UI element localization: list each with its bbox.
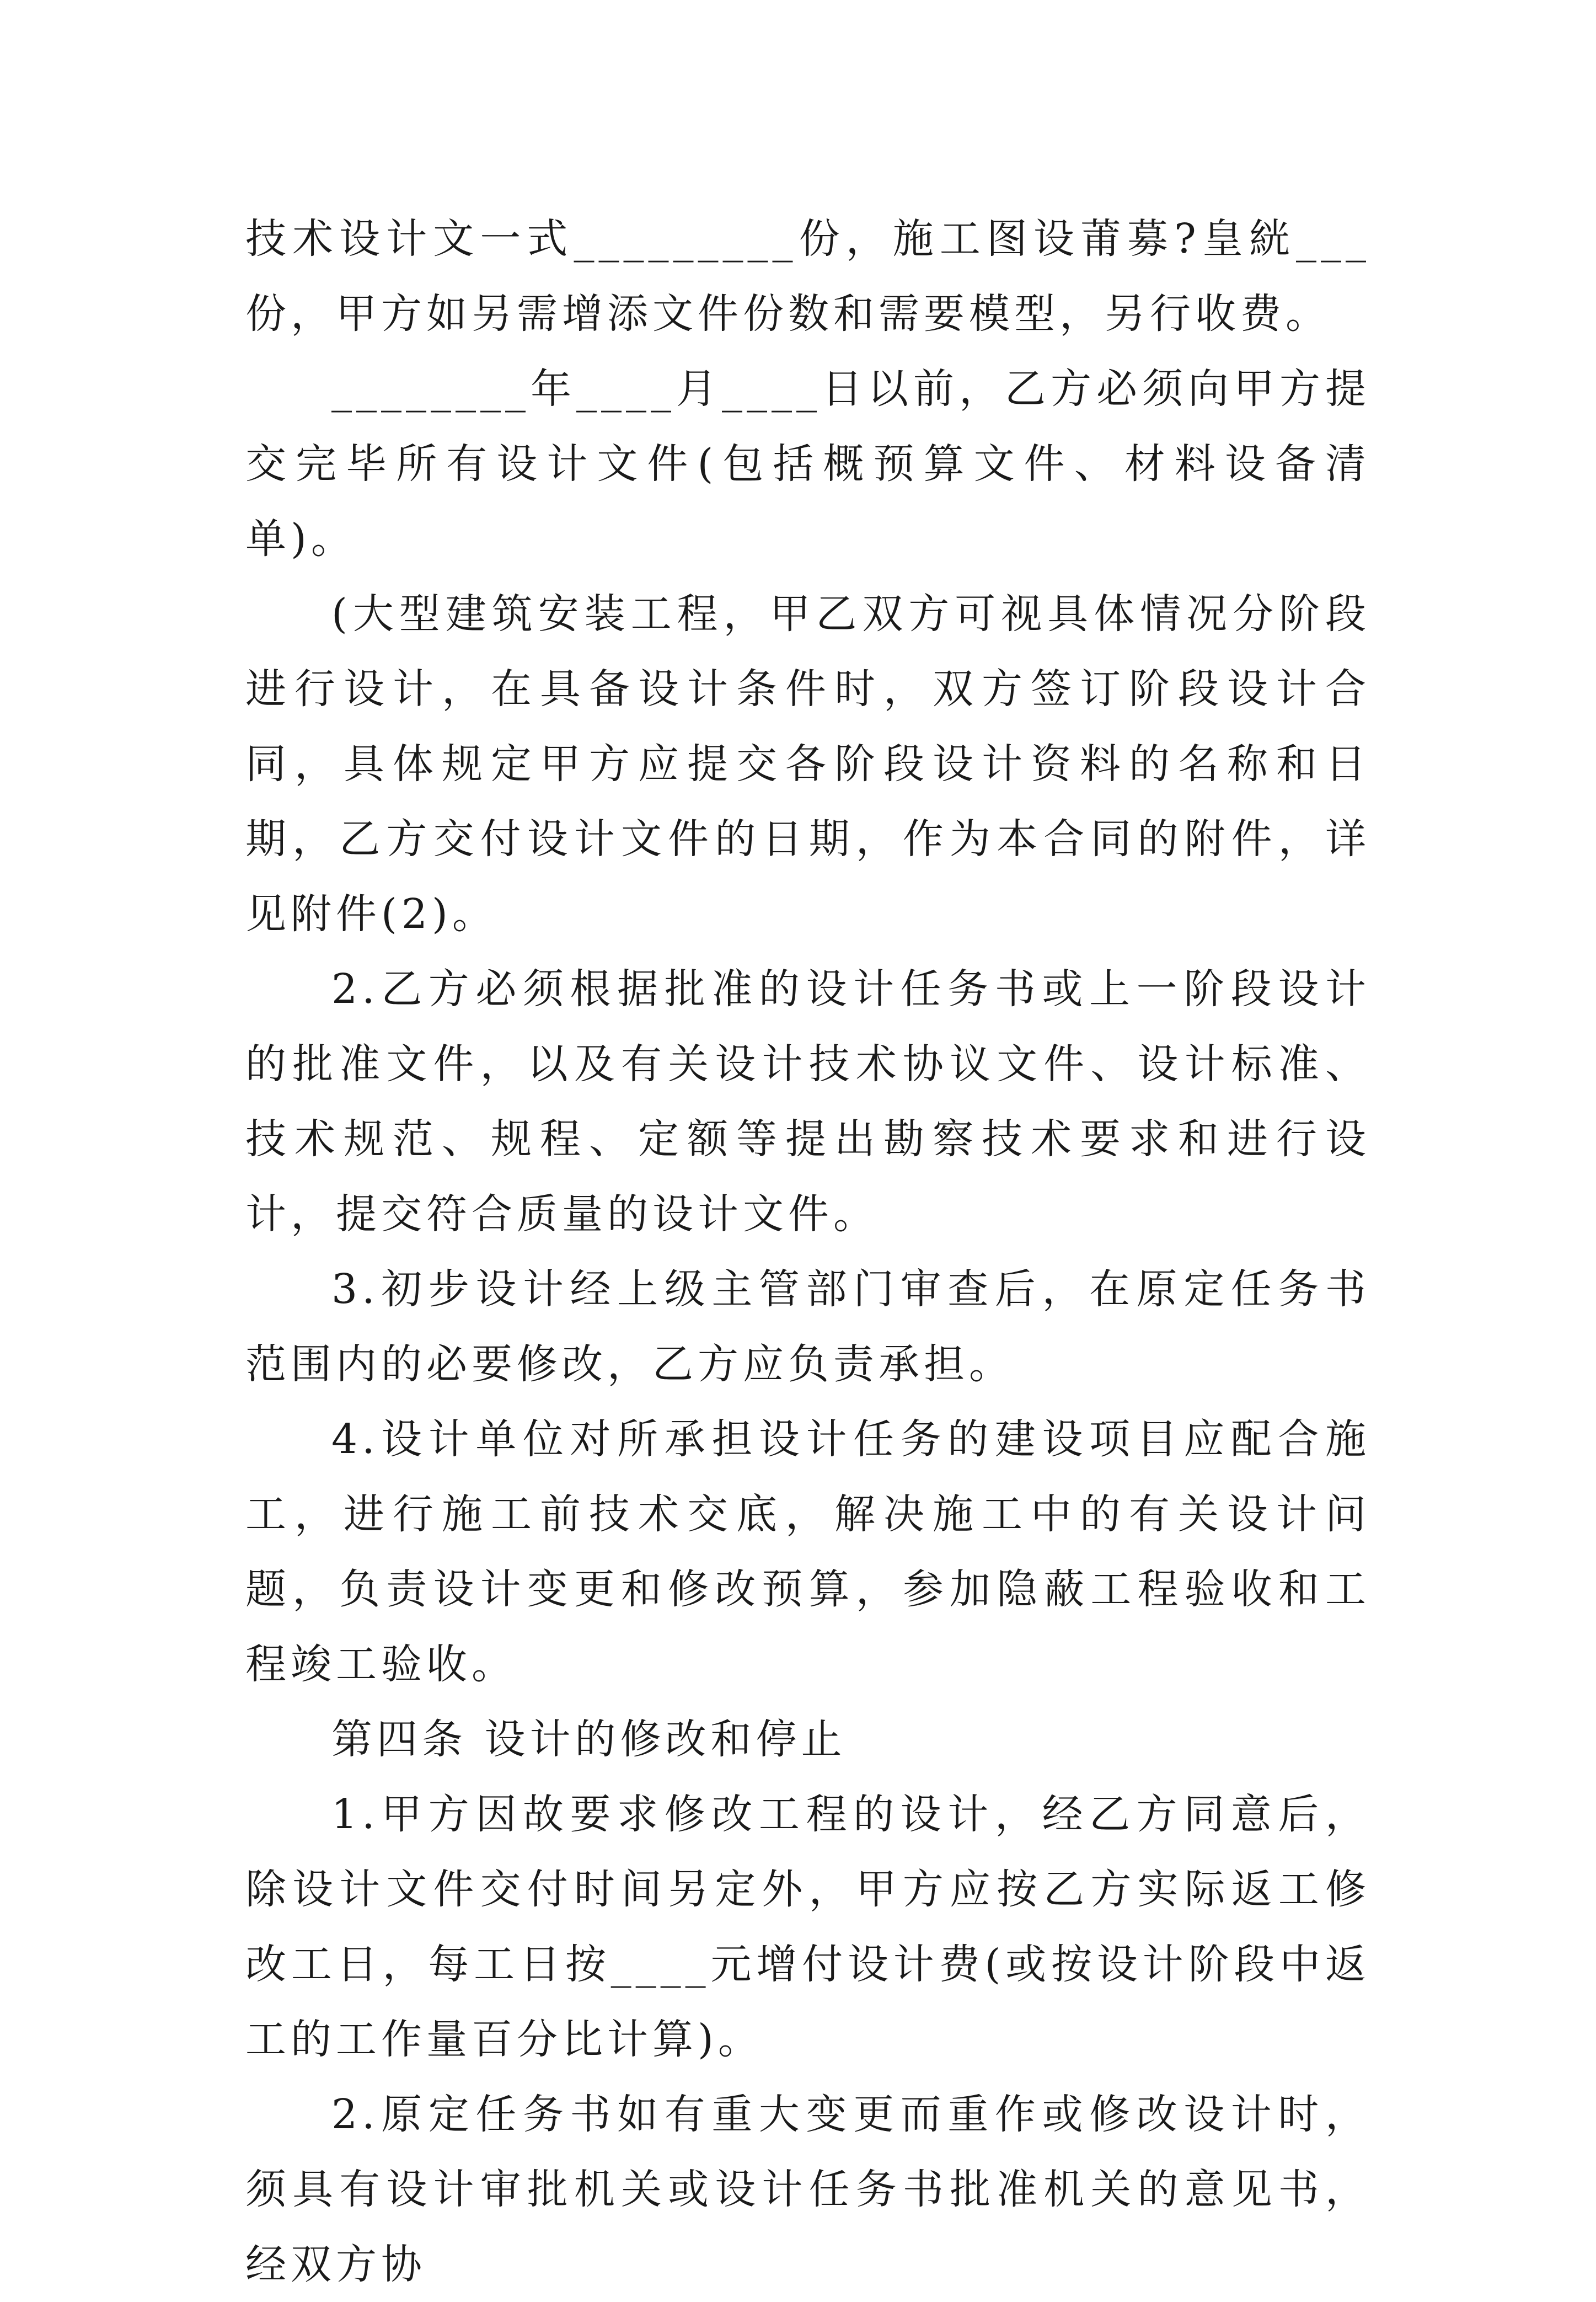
paragraph-phased-design: (大型建筑安装工程，甲乙双方可视具体情况分阶段进行设计，在具备设计条件时，双方签订阶段设计合同，具体规定甲方应提交各阶段设计资料的名称和日期，乙方交付设计文件的日期，作为本合同的附件，详见附件(2)。	[245, 590, 1370, 938]
paragraph-clause-2: 2.乙方必须根据批准的设计任务书或上一阶段设计的批准文件，以及有关设计技术协议文件、设计标准、技术规范、规程、定额等提出勘察技术要求和进行设计，提交符合质量的设计文件。	[245, 965, 1370, 1238]
paragraph-modification-1: 1.甲方因故要求修改工程的设计，经乙方同意后，除设计文件交付时间另定外，甲方应按乙方实际返工修改工日，每工日按____元增付设计费(或按设计阶段中返工的工作量百分比计算)。	[245, 1791, 1370, 2063]
paragraph-clause-3: 3.初步设计经上级主管部门审查后，在原定任务书范围内的必要修改，乙方应负责承担。	[245, 1265, 1370, 1388]
paragraph-document-copies: 技术设计文一式_________份，施工图设莆募?皇絖___份，甲方如另需增添文件份数和需要模型，另行收费。	[245, 215, 1370, 338]
document-body	[245, 201, 1370, 2302]
paragraph-submission-deadline: ________年____月____日以前，乙方必须向甲方提交完毕所有设计文件(包括概预算文件、材料设备清单)。	[245, 365, 1370, 563]
paragraph-clause-4: 4.设计单位对所承担设计任务的建设项目应配合施工，进行施工前技术交底，解决施工中的有关设计问题，负责设计变更和修改预算，参加隐蔽工程验收和工程竣工验收。	[245, 1416, 1370, 1688]
section-heading-article-4: 第四条 设计的修改和停止	[331, 1716, 847, 1763]
paragraph-modification-2: 2.原定任务书如有重大变更而重作或修改设计时，须具有设计审批机关或设计任务书批准机关的意见书，经双方协	[245, 2091, 1370, 2288]
